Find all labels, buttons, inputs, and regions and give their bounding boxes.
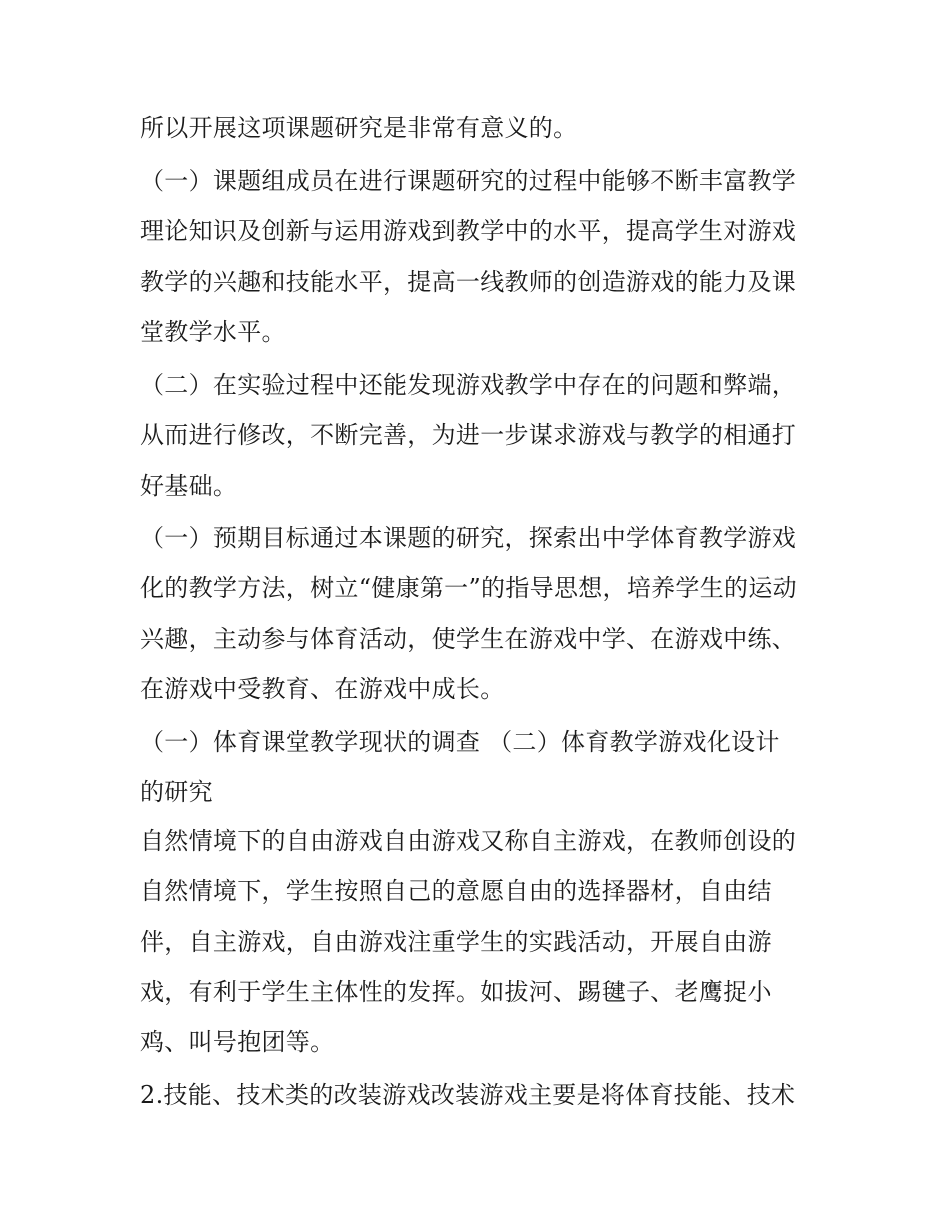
text-line: 兴趣，主动参与体育活动，使学生在游戏中学、在游戏中练、 xyxy=(140,625,797,653)
text-line: 鸡、叫号抱团等。 xyxy=(140,1028,335,1056)
text-line: 2.技能、技术类的改装游戏改装游戏主要是将体育技能、技术 xyxy=(140,1081,796,1109)
text-line: 堂教学水平。 xyxy=(140,318,286,346)
text-line: （一）课题组成员在进行课题研究的过程中能够不断丰富教学 xyxy=(140,167,797,195)
text-line: （一）体育课堂教学现状的调查 （二）体育教学游戏化设计 xyxy=(140,728,780,756)
text-line: 自然情境下的自由游戏自由游戏又称自主游戏，在教师创设的 xyxy=(140,827,797,855)
text-line: 在游戏中受教育、在游戏中成长。 xyxy=(140,675,505,703)
text-line: 教学的兴趣和技能水平，提高一线教师的创造游戏的能力及课 xyxy=(140,268,797,296)
text-line: （二）在实验过程中还能发现游戏教学中存在的问题和弊端， xyxy=(140,371,797,399)
text-line: 化的教学方法，树立“健康第一”的指导思想，培养学生的运动 xyxy=(140,574,797,602)
text-line: 理论知识及创新与运用游戏到教学中的水平，提高学生对游戏 xyxy=(140,217,797,245)
text-line: （一）预期目标通过本课题的研究，探索出中学体育教学游戏 xyxy=(140,524,797,552)
text-line: 自然情境下，学生按照自己的意愿自由的选择器材，自由结 xyxy=(140,877,772,905)
text-line: 所以开展这项课题研究是非常有意义的。 xyxy=(140,114,578,142)
text-line: 从而进行修改，不断完善，为进一步谋求游戏与教学的相通打 xyxy=(140,421,797,449)
text-line: 伴，自主游戏，自由游戏注重学生的实践活动，开展自由游 xyxy=(140,928,772,956)
text-line: 的研究 xyxy=(140,778,213,806)
text-line: 戏，有利于学生主体性的发挥。如拔河、踢毽子、老鹰捉小 xyxy=(140,978,772,1006)
text-line: 好基础。 xyxy=(140,472,238,500)
